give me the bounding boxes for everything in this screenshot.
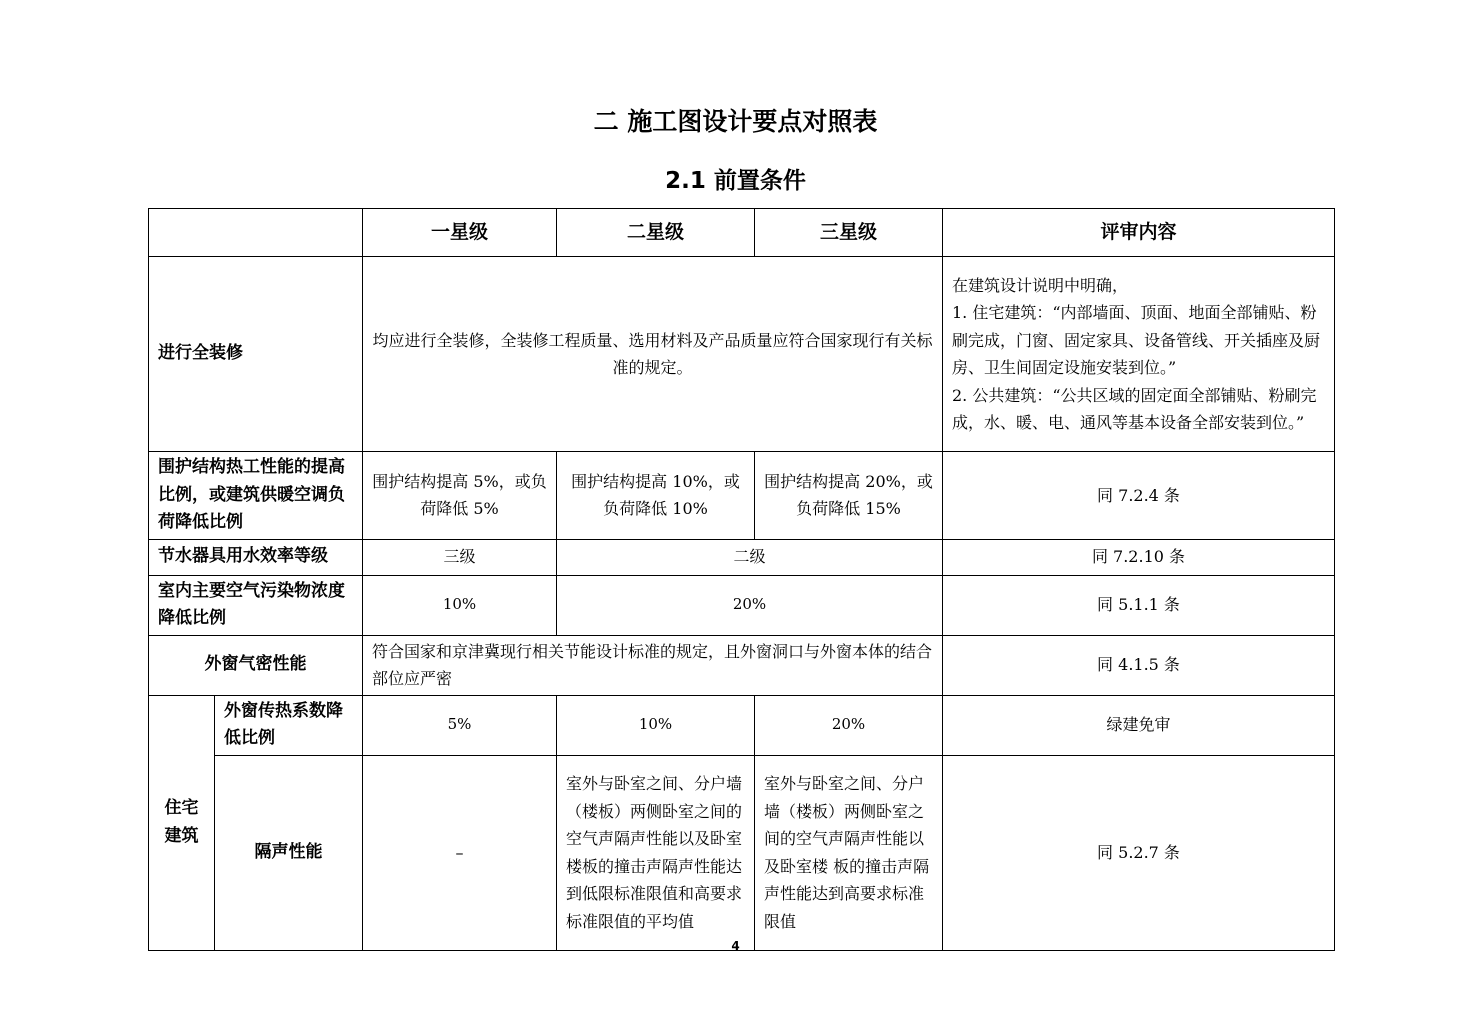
water-appliance-one-star: 三级: [363, 539, 557, 575]
sound-three-star: 室外与卧室之间、分户墙（楼板）两侧卧室之间的空气声隔声性能以及卧室楼 板的撞击声隔声性能达到高要求标准限值: [755, 755, 943, 950]
air-pollutant-review: 同 5.1.1 条: [943, 575, 1335, 635]
review-line: 2. 公共建筑：“公共区域的固定面全部铺贴、粉刷完成，水、暖、电、通风等基本设备全部安装到位。”: [952, 385, 1317, 432]
section-title: 2.1 前置条件: [665, 168, 806, 194]
header-three-star: 三星级: [755, 209, 943, 257]
header-two-star: 二星级: [557, 209, 755, 257]
row-label-window-heat: 外窗传热系数降低比例: [215, 695, 363, 755]
air-pollutant-one-star: 10%: [363, 575, 557, 635]
sound-two-star: 室外与卧室之间、分户墙（楼板）两侧卧室之间的空气声隔声性能以及卧室楼板的撞击声隔声性能达到低限标准限值和高要求标准限值的平均值: [557, 755, 755, 950]
table-row: [149, 575, 1335, 635]
design-comparison-table: [148, 208, 1335, 951]
table-row: [149, 452, 1335, 540]
sound-review: 同 5.2.7 条: [943, 755, 1335, 950]
table-row: [149, 755, 1335, 950]
window-heat-two-star: 10%: [557, 695, 755, 755]
thermal-three-star: 围护结构提高 20%，或负荷降低 15%: [755, 452, 943, 540]
table-row: [149, 635, 1335, 695]
window-airtight-requirement: 符合国家和京津冀现行相关节能设计标准的规定，且外窗洞口与外窗本体的结合部位应严密: [363, 635, 943, 695]
table-row: [149, 257, 1335, 452]
full-decoration-review: [943, 257, 1335, 452]
thermal-one-star: 围护结构提高 5%，或负荷降低 5%: [363, 452, 557, 540]
thermal-review: 同 7.2.4 条: [943, 452, 1335, 540]
sound-one-star: –: [363, 755, 557, 950]
window-heat-review: 绿建免审: [943, 695, 1335, 755]
header-blank: [149, 209, 363, 257]
page-title: 二 施工图设计要点对照表: [593, 107, 878, 136]
review-line: 在建筑设计说明中明确，: [952, 275, 1129, 295]
header-one-star: 一星级: [363, 209, 557, 257]
water-appliance-two-three-star: 二级: [557, 539, 943, 575]
table-row: [149, 539, 1335, 575]
row-label-water-appliance: 节水器具用水效率等级: [149, 539, 363, 575]
page-number: 4: [731, 939, 740, 953]
air-pollutant-two-three-star: 20%: [557, 575, 943, 635]
row-label-sound: 隔声性能: [215, 755, 363, 950]
full-decoration-requirement: 均应进行全装修，全装修工程质量、选用材料及产品质量应符合国家现行有关标准的规定。: [363, 257, 943, 452]
table-row: [149, 695, 1335, 755]
row-label-thermal: 围护结构热工性能的提高比例，或建筑供暖空调负荷降低比例: [149, 452, 363, 540]
table-header-row: [149, 209, 1335, 257]
thermal-two-star: 围护结构提高 10%，或负荷降低 10%: [557, 452, 755, 540]
review-line: 1. 住宅建筑：“内部墙面、顶面、地面全部铺贴、粉刷完成，门窗、固定家具、设备管线、开关插座及厨房、卫生间固定设施安装到位。”: [952, 303, 1321, 377]
header-review-content: 评审内容: [943, 209, 1335, 257]
row-label-air-pollutant: 室内主要空气污染物浓度降低比例: [149, 575, 363, 635]
window-heat-one-star: 5%: [363, 695, 557, 755]
window-airtight-review: 同 4.1.5 条: [943, 635, 1335, 695]
row-label-full-decoration: 进行全装修: [149, 257, 363, 452]
row-group-residential: 住宅建筑: [149, 695, 215, 950]
water-appliance-review: 同 7.2.10 条: [943, 539, 1335, 575]
window-heat-three-star: 20%: [755, 695, 943, 755]
row-label-window-airtight: 外窗气密性能: [149, 635, 363, 695]
